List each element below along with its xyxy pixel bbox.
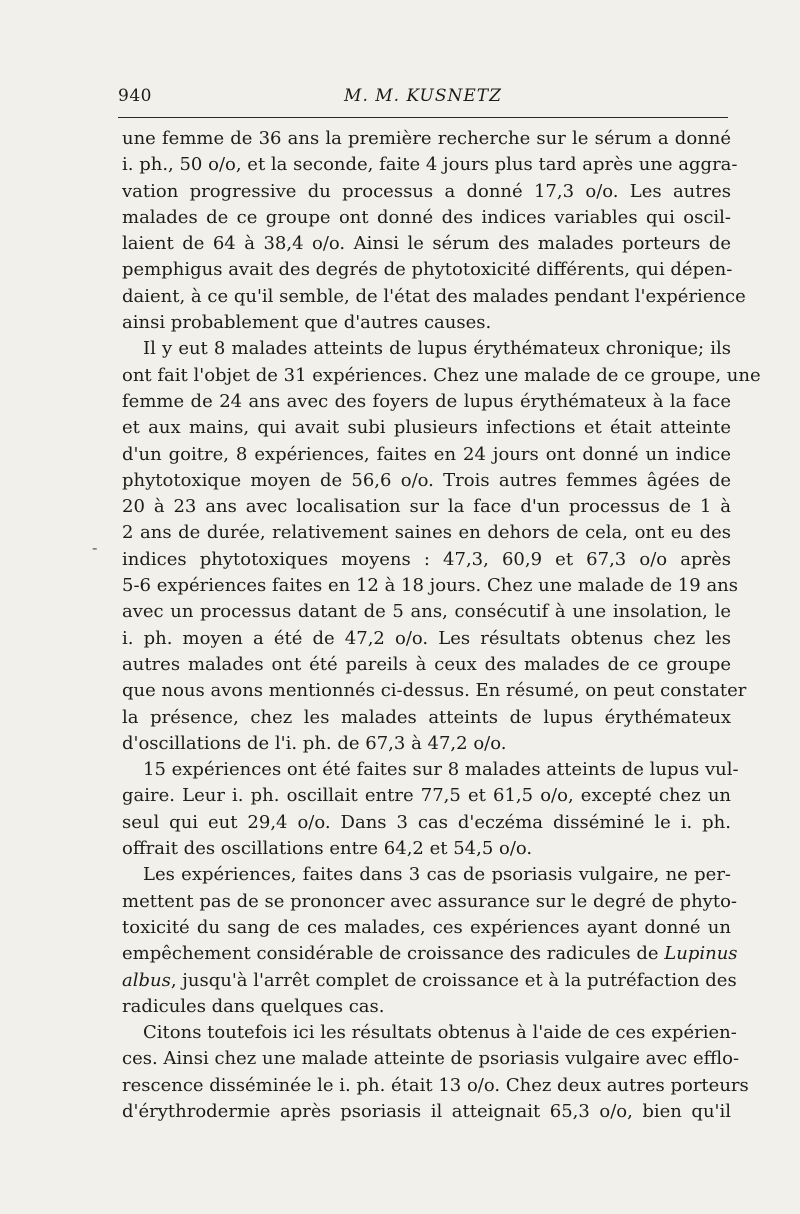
text-line: albus, jusqu'à l'arrêt complet de croissance et à la putréfaction des — [122, 969, 737, 991]
text-line: 20 à 23 ans avec localisation sur la face d'un processus de 1 à — [122, 496, 731, 518]
text-line: mettent pas de se prononcer avec assurance sur le degré de phyto- — [122, 890, 737, 912]
text-line: d'érythrodermie après psoriasis il atteignait 65,3 o/o, bien qu'il — [122, 1100, 731, 1122]
text-line: Les expériences, faites dans 3 cas de psoriasis vulgaire, ne per- — [143, 864, 731, 886]
text-line: toxicité du sang de ces malades, ces expériences ayant donné un — [122, 916, 731, 938]
text-line: avec un processus datant de 5 ans, consécutif à une insolation, le — [122, 601, 731, 623]
text-line: indices phytotoxiques moyens : 47,3, 60,9 et 67,3 o/o après — [122, 548, 731, 570]
text-line: gaire. Leur i. ph. oscillait entre 77,5 et 61,5 o/o, excepté chez un — [122, 785, 731, 807]
text-line: femme de 24 ans avec des foyers de lupus érythémateux à la face — [122, 390, 731, 412]
text-line: i. ph. moyen a été de 47,2 o/o. Les résultats obtenus chez les — [122, 627, 731, 649]
text-line: la présence, chez les malades atteints de lupus érythémateux — [122, 706, 731, 728]
text-line: d'oscillations de l'i. ph. de 67,3 à 47,2 o/o. — [122, 732, 507, 754]
text-line: Citons toutefois ici les résultats obtenus à l'aide de ces expérien- — [143, 1022, 737, 1044]
text-line: pemphigus avait des degrés de phytotoxicité différents, qui dépen- — [122, 259, 733, 281]
text-line: vation progressive du processus a donné 17,3 o/o. Les autres — [122, 180, 731, 202]
text-line: 2 ans de durée, relativement saines en dehors de cela, ont eu des — [122, 522, 731, 544]
page-header — [118, 86, 728, 114]
text-line: autres malades ont été pareils à ceux des malades de ce groupe — [122, 653, 731, 675]
text-line: malades de ce groupe ont donné des indices variables qui oscil- — [122, 206, 731, 228]
margin-mark: - — [92, 538, 98, 557]
text-line: d'un goitre, 8 expériences, faites en 24 jours ont donné un indice — [122, 443, 731, 465]
text-line: rescence disséminée le i. ph. était 13 o/o. Chez deux autres porteurs — [122, 1074, 749, 1096]
text-line: offrait des oscillations entre 64,2 et 54,5 o/o. — [122, 838, 533, 860]
text-line: daient, à ce qu'il semble, de l'état des malades pendant l'expérience — [122, 285, 746, 307]
text-line: i. ph., 50 o/o, et la seconde, faite 4 jours plus tard après une aggra- — [122, 154, 738, 176]
page-number: 940 — [118, 86, 152, 106]
header-rule — [118, 117, 728, 118]
running-head: M. M. KUSNETZ — [344, 86, 502, 106]
text-line: laient de 64 à 38,4 o/o. Ainsi le sérum des malades porteurs de — [122, 233, 731, 255]
text-line: seul qui eut 29,4 o/o. Dans 3 cas d'eczéma disséminé le i. ph. — [122, 811, 731, 833]
text-line: phytotoxique moyen de 56,6 o/o. Trois autres femmes âgées de — [122, 469, 731, 491]
body-text — [122, 126, 761, 1125]
text-line: ces. Ainsi chez une malade atteinte de psoriasis vulgaire avec efflo- — [122, 1048, 740, 1070]
text-line: ont fait l'objet de 31 expériences. Chez une malade de ce groupe, une — [122, 364, 761, 386]
text-line: 5-6 expériences faites en 12 à 18 jours. Chez une malade de 19 ans — [122, 575, 738, 597]
text-line: Il y eut 8 malades atteints de lupus érythémateux chronique; ils — [143, 338, 731, 360]
text-line: ainsi probablement que d'autres causes. — [122, 312, 492, 334]
text-line: empêchement considérable de croissance des radicules de Lupinus — [122, 943, 738, 965]
text-line: que nous avons mentionnés ci-dessus. En résumé, on peut constater — [122, 680, 747, 702]
text-line: radicules dans quelques cas. — [122, 995, 385, 1017]
text-line: une femme de 36 ans la première recherche sur le sérum a donné — [122, 128, 731, 149]
text-line: 15 expériences ont été faites sur 8 malades atteints de lupus vul- — [143, 759, 739, 781]
text-line: et aux mains, qui avait subi plusieurs infections et était atteinte — [122, 417, 731, 439]
